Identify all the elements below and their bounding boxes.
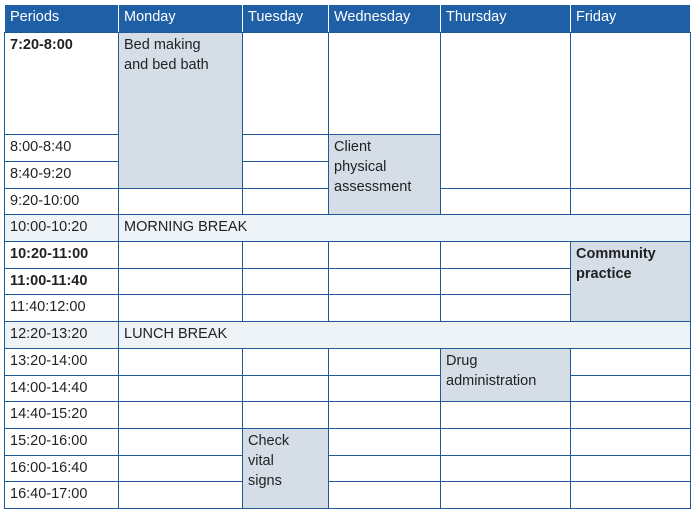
activity-line: signs [248, 472, 282, 489]
activity-bed-making [119, 32, 243, 188]
period-cell: 14:40-15:20 [5, 402, 119, 429]
activity-vital-signs [243, 428, 329, 508]
empty-cell [243, 375, 329, 402]
empty-cell [329, 375, 441, 402]
table-row [5, 32, 691, 135]
empty-cell [441, 242, 571, 269]
activity-line: Client [334, 139, 372, 156]
empty-cell [243, 295, 329, 322]
col-header-monday: Monday [119, 5, 243, 33]
empty-cell [243, 402, 329, 429]
empty-cell [119, 428, 243, 455]
empty-cell [243, 242, 329, 269]
table-row [5, 402, 691, 429]
empty-cell [571, 32, 691, 188]
activity-line: vital [248, 452, 274, 469]
empty-cell [243, 32, 329, 135]
activity-line: administration [446, 372, 537, 389]
period-cell: 9:20-10:00 [5, 188, 119, 215]
activity-line: and bed bath [124, 56, 209, 73]
empty-cell [119, 482, 243, 509]
activity-line: Check [248, 432, 290, 449]
empty-cell [571, 428, 691, 455]
table-row [5, 215, 691, 242]
activity-line: assessment [334, 179, 412, 196]
empty-cell [329, 402, 441, 429]
activity-line: Drug [446, 352, 478, 369]
empty-cell [329, 348, 441, 375]
empty-cell [441, 295, 571, 322]
period-cell: 10:00-10:20 [5, 215, 119, 242]
table-row [5, 375, 691, 402]
table-row [5, 455, 691, 482]
col-header-tuesday: Tuesday [243, 5, 329, 33]
period-cell: 16:00-16:40 [5, 455, 119, 482]
table-row [5, 242, 691, 269]
morning-break: MORNING BREAK [119, 215, 691, 242]
header-row [5, 5, 691, 33]
empty-cell [329, 32, 441, 135]
period-cell: 11:40:12:00 [5, 295, 119, 322]
period-cell: 8:40-9:20 [5, 162, 119, 189]
period-cell: 8:00-8:40 [5, 135, 119, 162]
period-cell: 7:20-8:00 [5, 32, 119, 135]
empty-cell [571, 375, 691, 402]
empty-cell [243, 188, 329, 215]
period-cell: 10:20-11:00 [5, 242, 119, 269]
period-cell: 14:00-14:40 [5, 375, 119, 402]
table-row [5, 322, 691, 349]
table-row [5, 428, 691, 455]
empty-cell [119, 295, 243, 322]
table-row [5, 482, 691, 509]
activity-drug-administration [441, 348, 571, 401]
empty-cell [571, 402, 691, 429]
activity-line: Bed making [124, 36, 201, 53]
empty-cell [571, 455, 691, 482]
col-header-wednesday: Wednesday [329, 5, 441, 33]
table-row [5, 348, 691, 375]
empty-cell [571, 188, 691, 215]
empty-cell [441, 428, 571, 455]
activity-line: practice [576, 266, 632, 283]
col-header-thursday: Thursday [441, 5, 571, 33]
empty-cell [441, 32, 571, 188]
empty-cell [571, 348, 691, 375]
empty-cell [119, 455, 243, 482]
timetable [4, 4, 691, 509]
empty-cell [329, 295, 441, 322]
empty-cell [119, 242, 243, 269]
period-cell: 13:20-14:00 [5, 348, 119, 375]
col-header-friday: Friday [571, 5, 691, 33]
empty-cell [441, 482, 571, 509]
activity-line: Community [576, 246, 656, 263]
empty-cell [329, 455, 441, 482]
empty-cell [119, 402, 243, 429]
empty-cell [119, 188, 243, 215]
empty-cell [243, 268, 329, 295]
activity-line: physical [334, 159, 387, 176]
empty-cell [243, 162, 329, 189]
period-cell: 12:20-13:20 [5, 322, 119, 349]
empty-cell [119, 375, 243, 402]
lunch-break: LUNCH BREAK [119, 322, 691, 349]
empty-cell [243, 348, 329, 375]
empty-cell [571, 482, 691, 509]
empty-cell [119, 348, 243, 375]
period-cell: 16:40-17:00 [5, 482, 119, 509]
activity-community-practice [571, 242, 691, 322]
empty-cell [441, 455, 571, 482]
empty-cell [441, 268, 571, 295]
activity-client-assessment [329, 135, 441, 215]
empty-cell [329, 482, 441, 509]
empty-cell [329, 268, 441, 295]
empty-cell [329, 428, 441, 455]
col-header-periods: Periods [5, 5, 119, 33]
period-cell: 15:20-16:00 [5, 428, 119, 455]
empty-cell [441, 402, 571, 429]
empty-cell [243, 135, 329, 162]
empty-cell [329, 242, 441, 269]
empty-cell [119, 268, 243, 295]
period-cell: 11:00-11:40 [5, 268, 119, 295]
empty-cell [441, 188, 571, 215]
